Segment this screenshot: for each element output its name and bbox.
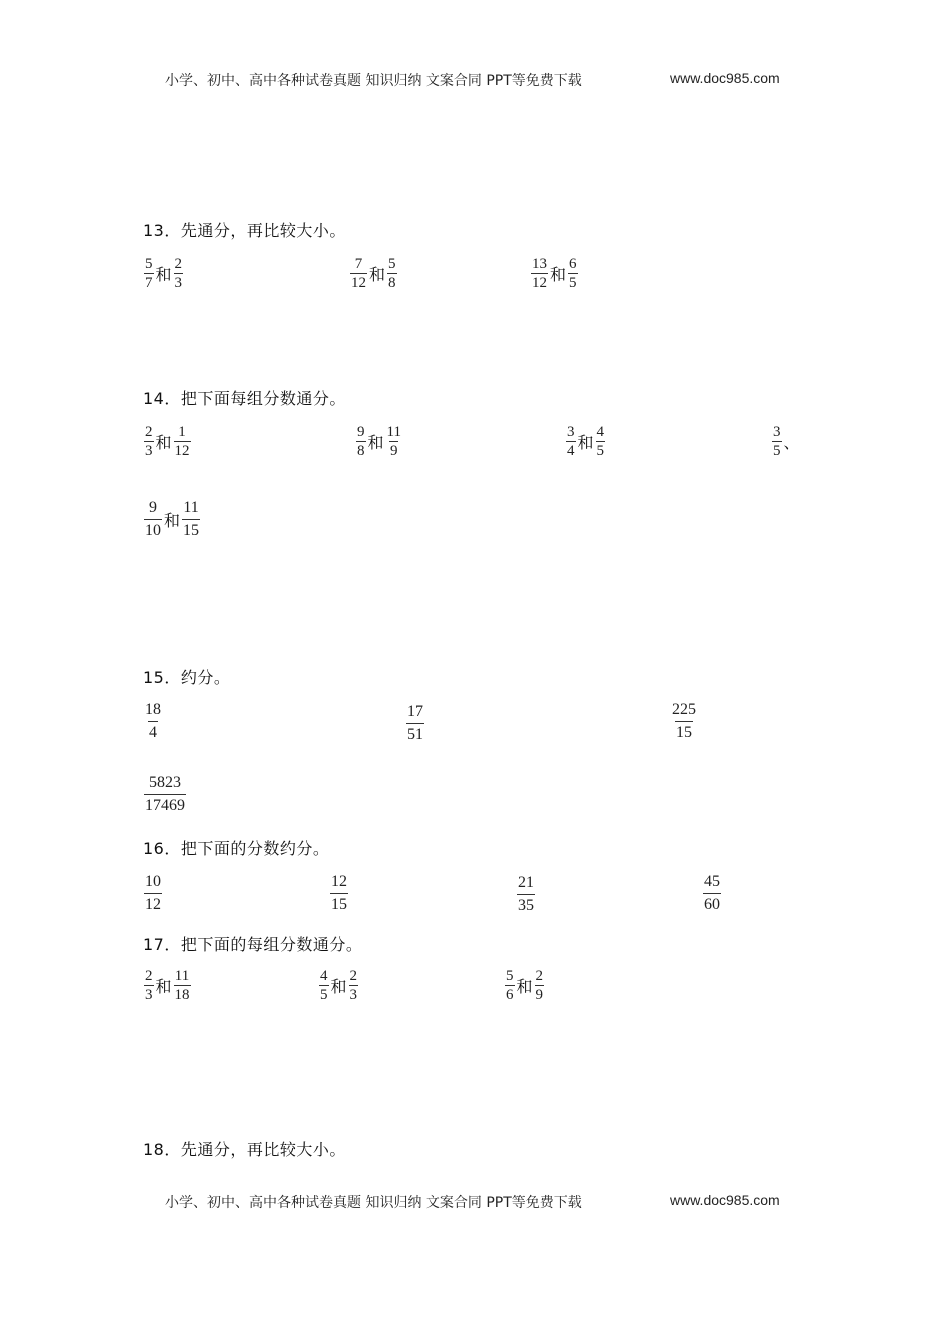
q13-item-1 — [144, 255, 183, 292]
conjunction: 和 — [516, 977, 533, 996]
q16-item-2 — [330, 871, 348, 916]
q16-item-3 — [517, 872, 535, 917]
conjunction: 和 — [330, 977, 347, 996]
fraction: $\frac{5}{8}$ — [388, 256, 396, 291]
fraction: $\frac{4}{5}$ — [596, 424, 605, 459]
fraction: $\frac{9}{10}$ — [144, 497, 162, 542]
fraction: $\frac{3}{4}$ — [567, 424, 575, 459]
fraction: $\frac{2}{3}$ — [174, 256, 183, 291]
question-14-title: 14．把下面每组分数通分。 — [143, 389, 346, 408]
fraction: $\frac{5}{6}$ — [506, 968, 514, 1003]
conjunction: 和 — [369, 265, 386, 284]
fraction: $\frac{17}{51}$ — [406, 701, 424, 746]
fraction: $\frac{11}{9}$ — [386, 424, 401, 459]
q15-item-4 — [144, 772, 186, 817]
q16-item-1 — [144, 871, 162, 916]
question-13-title: 13．先通分，再比较大小。 — [143, 221, 346, 240]
fraction: $\frac{45}{60}$ — [703, 871, 721, 916]
fraction: $\frac{2}{3}$ — [145, 968, 153, 1003]
fraction: $\frac{3}{5}$ — [773, 424, 781, 459]
header-text: 小学、初中、高中各种试卷真题 知识归纳 文案合同 PPT等免费下载 — [165, 73, 582, 89]
fraction: $\frac{10}{12}$ — [144, 871, 162, 916]
question-16-title: 16．把下面的分数约分。 — [143, 839, 330, 858]
fraction: $\frac{5823}{17469}$ — [144, 772, 186, 817]
conjunction: 和 — [550, 265, 567, 284]
footer-url[interactable]: www.doc985.com — [670, 1192, 780, 1208]
fraction: $\frac{4}{5}$ — [320, 968, 328, 1003]
conjunction: 和 — [577, 433, 594, 452]
footer-text: 小学、初中、高中各种试卷真题 知识归纳 文案合同 PPT等免费下载 — [165, 1195, 582, 1211]
question-18-title: 18．先通分，再比较大小。 — [143, 1140, 346, 1159]
q16-item-4 — [703, 871, 721, 916]
fraction: $\frac{9}{8}$ — [357, 424, 365, 459]
q15-item-3 — [671, 699, 697, 744]
q15-item-2 — [406, 701, 424, 746]
q14-item-2 — [356, 423, 402, 460]
q14-item-4 — [772, 423, 802, 460]
fraction: $\frac{225}{15}$ — [671, 699, 697, 744]
header-url[interactable]: www.doc985.com — [670, 70, 780, 86]
q14-item-1 — [144, 423, 191, 460]
q15-item-1 — [144, 699, 162, 744]
conjunction: 和 — [155, 977, 172, 996]
fraction: $\frac{21}{35}$ — [517, 872, 535, 917]
conjunction: 和 — [164, 511, 181, 530]
fraction: $\frac{2}{9}$ — [535, 968, 544, 1003]
fraction: $\frac{5}{7}$ — [145, 256, 153, 291]
q13-item-3 — [531, 255, 578, 292]
conjunction: 和 — [367, 433, 384, 452]
question-15-title: 15．约分。 — [143, 668, 231, 687]
conjunction: 和 — [155, 265, 172, 284]
q13-item-2 — [350, 255, 397, 292]
fraction: $\frac{11}{15}$ — [182, 497, 200, 542]
fraction: $\frac{13}{12}$ — [532, 256, 547, 291]
fraction: $\frac{7}{12}$ — [351, 256, 366, 291]
fraction: $\frac{6}{5}$ — [569, 256, 577, 291]
separator: 、 — [783, 433, 800, 452]
q17-item-2 — [319, 967, 358, 1004]
q17-item-3 — [505, 967, 544, 1004]
question-17-title: 17．把下面的每组分数通分。 — [143, 935, 363, 954]
fraction: $\frac{1}{12}$ — [174, 424, 190, 459]
q17-item-1 — [144, 967, 191, 1004]
conjunction: 和 — [155, 433, 172, 452]
q14-item-3 — [566, 423, 605, 460]
fraction: $\frac{2}{3}$ — [349, 968, 358, 1003]
fraction: $\frac{2}{3}$ — [145, 424, 153, 459]
fraction: $\frac{12}{15}$ — [330, 871, 348, 916]
fraction: $\frac{11}{18}$ — [174, 968, 190, 1003]
fraction: $\frac{18}{4}$ — [144, 699, 162, 744]
q14-item-5 — [144, 497, 200, 542]
